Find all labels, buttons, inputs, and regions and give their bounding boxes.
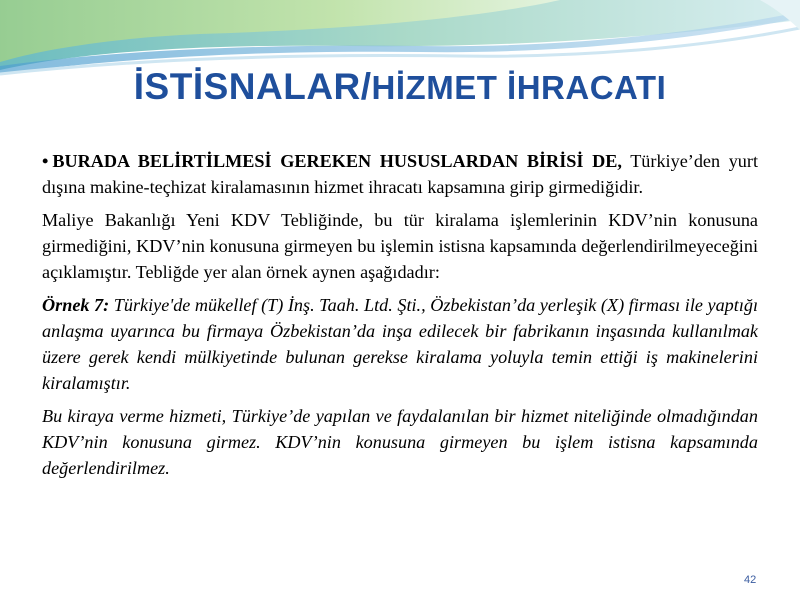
paragraph-intro [42, 148, 758, 200]
intro-text: Türkiye’den yurt dışına makine-teçhizat kiralamasının hizmet ihracatı kapsamına girip girmediğidir. [42, 151, 758, 197]
bullet-icon: • [42, 151, 49, 171]
slide-body [42, 148, 758, 488]
paragraph-conclusion: Bu kiraya verme hizmeti, Türkiye’de yapılan ve faydalanılan bir hizmet niteliğinde olmadığından KDV’nin konusuna girmez. KDV’nin konusuna girmeyen bu işlem istisna kapsamında değerlendirilmez. [42, 406, 758, 478]
paragraph-ministry: Maliye Bakanlığı Yeni KDV Tebliğinde, bu tür kiralama işlemlerinin KDV’nin konusuna girmediğini, KDV’nin konusuna girmeyen bu işlemin istisna kapsamında değerlendirilmeyeceğini açıklamıştır. Tebliğde yer alan örnek aynen aşağıdadır: [42, 210, 758, 282]
example-label: Örnek 7: [42, 295, 110, 315]
page-number: 42 [744, 574, 757, 586]
paragraph-example [42, 292, 758, 396]
title-part2: HİZMET İHRACATI [371, 69, 667, 106]
title-part1: İSTİSNALAR/ [133, 66, 372, 107]
slide-title [0, 66, 800, 108]
example-text: Türkiye'de mükellef (T) İnş. Taah. Ltd. Şti., Özbekistan’da yerleşik (X) firması ile yaptığı anlaşma uyarınca bu firmaya Özbekistan’da inşa edilecek bir fabrikanın inşasında kullanılmak üzere gerek kendi mülkiyetinde bulunan gerekse kiralama yoluyla temin ettiği iş makinelerini kiralamıştır. [42, 295, 759, 393]
intro-heading: BURADA BELİRTİLMESİ GEREKEN HUSUSLARDAN BİRİSİ DE, [52, 151, 622, 171]
